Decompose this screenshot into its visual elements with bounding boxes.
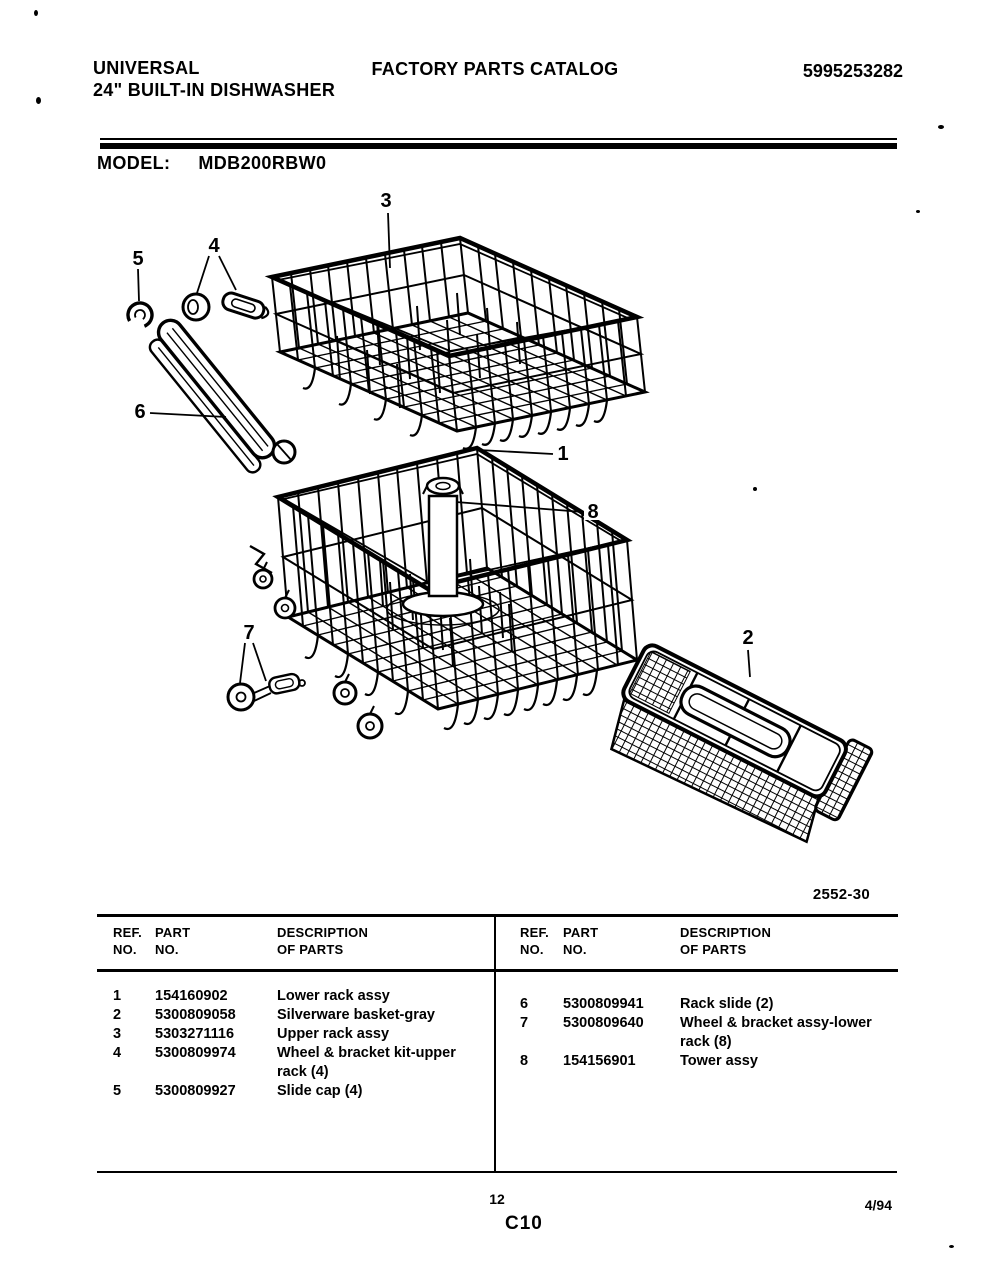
model-label: MODEL: (97, 153, 171, 173)
part-no: 5300809058 (155, 1007, 236, 1023)
brand-line-1: UNIVERSAL (93, 58, 200, 78)
part-no: 154160902 (155, 988, 228, 1004)
part-description: Rack slide (2) (680, 996, 774, 1012)
header-rule-thick (100, 143, 897, 149)
model-line (97, 153, 326, 174)
parts-diagram (0, 180, 1000, 910)
page-title: FACTORY PARTS CATALOG (371, 59, 619, 79)
callout-8: 8 (587, 501, 599, 523)
part-no: 5300809974 (155, 1045, 236, 1061)
table-row (113, 1025, 503, 1044)
callout-3: 3 (380, 190, 392, 212)
callout-7: 7 (243, 622, 255, 644)
part-description: Upper rack assy (277, 1026, 390, 1042)
part-description: Silverware basket-gray (277, 1007, 435, 1023)
part-no: 5300809941 (563, 996, 644, 1012)
document-number: 5995253282 (802, 61, 903, 81)
brand-line-2: 24" BUILT-IN DISHWASHER (93, 80, 336, 100)
slide-cap-clip-drawing (124, 299, 157, 332)
col-header-desc-right: DESCRIPTION OF PARTS (680, 925, 772, 957)
table-row (113, 1082, 503, 1101)
ref-no: 3 (113, 1026, 122, 1042)
table-row (113, 1044, 503, 1082)
col-header-ref-left: REF. NO. (113, 925, 142, 957)
callout-2: 2 (742, 627, 754, 649)
col-header-ref-right: REF. NO. (520, 925, 549, 957)
table-bottom-rule (97, 1171, 897, 1173)
parts-table-right (520, 995, 890, 1071)
lower-wheel-bracket-drawing (228, 673, 305, 710)
part-no: 5300809927 (155, 1083, 236, 1099)
table-row (113, 987, 503, 1006)
callout-4: 4 (208, 235, 220, 257)
table-header-rule (97, 969, 898, 972)
scan-noise (34, 10, 38, 16)
ref-no: 7 (520, 1015, 529, 1031)
upper-wheel-bracket-drawing (183, 291, 271, 322)
upper-rack-drawing (272, 238, 645, 449)
plate-code: C10 (505, 1213, 543, 1234)
col-header-part-right: PART NO. (563, 925, 599, 957)
col-header-part-left: PART NO. (155, 925, 191, 957)
scan-noise (36, 97, 41, 104)
revision-date: 4/94 (864, 1197, 892, 1213)
part-no: 5303271116 (155, 1026, 235, 1042)
part-description: Tower assy (680, 1053, 758, 1069)
callout-1: 1 (557, 443, 569, 465)
figure-number: 2552-30 (812, 886, 870, 903)
ref-no: 5 (113, 1083, 122, 1099)
callout-6: 6 (134, 401, 146, 423)
table-row (520, 1052, 890, 1071)
ref-no: 4 (113, 1045, 122, 1061)
rack-slide-drawing (142, 315, 282, 475)
table-top-rule (97, 914, 898, 917)
callout-5: 5 (132, 248, 144, 270)
part-description: Slide cap (4) (277, 1083, 363, 1099)
table-row (520, 1014, 890, 1052)
ref-no: 1 (113, 988, 122, 1004)
col-header-desc-left: DESCRIPTION OF PARTS (277, 925, 369, 957)
scan-noise (949, 1245, 954, 1248)
ref-no: 8 (520, 1053, 529, 1069)
table-row (520, 995, 890, 1014)
part-no: 154156901 (563, 1053, 636, 1069)
silverware-basket-drawing (597, 637, 873, 856)
model-value: MDB200RBW0 (198, 153, 327, 173)
parts-table-left (113, 987, 503, 1101)
part-description: Wheel & bracket assy-lower rack (8) (680, 1015, 872, 1050)
part-description: Wheel & bracket kit-upper rack (4) (277, 1045, 456, 1080)
ref-no: 2 (113, 1007, 122, 1023)
header-rule-thin (100, 138, 897, 140)
part-description: Lower rack assy (277, 988, 390, 1004)
slide-cap-drawing (273, 441, 295, 463)
ref-no: 6 (520, 996, 529, 1012)
part-no: 5300809640 (563, 1015, 644, 1031)
page-number: 12 (489, 1191, 505, 1207)
table-row (113, 1006, 503, 1025)
scan-noise (938, 125, 944, 129)
